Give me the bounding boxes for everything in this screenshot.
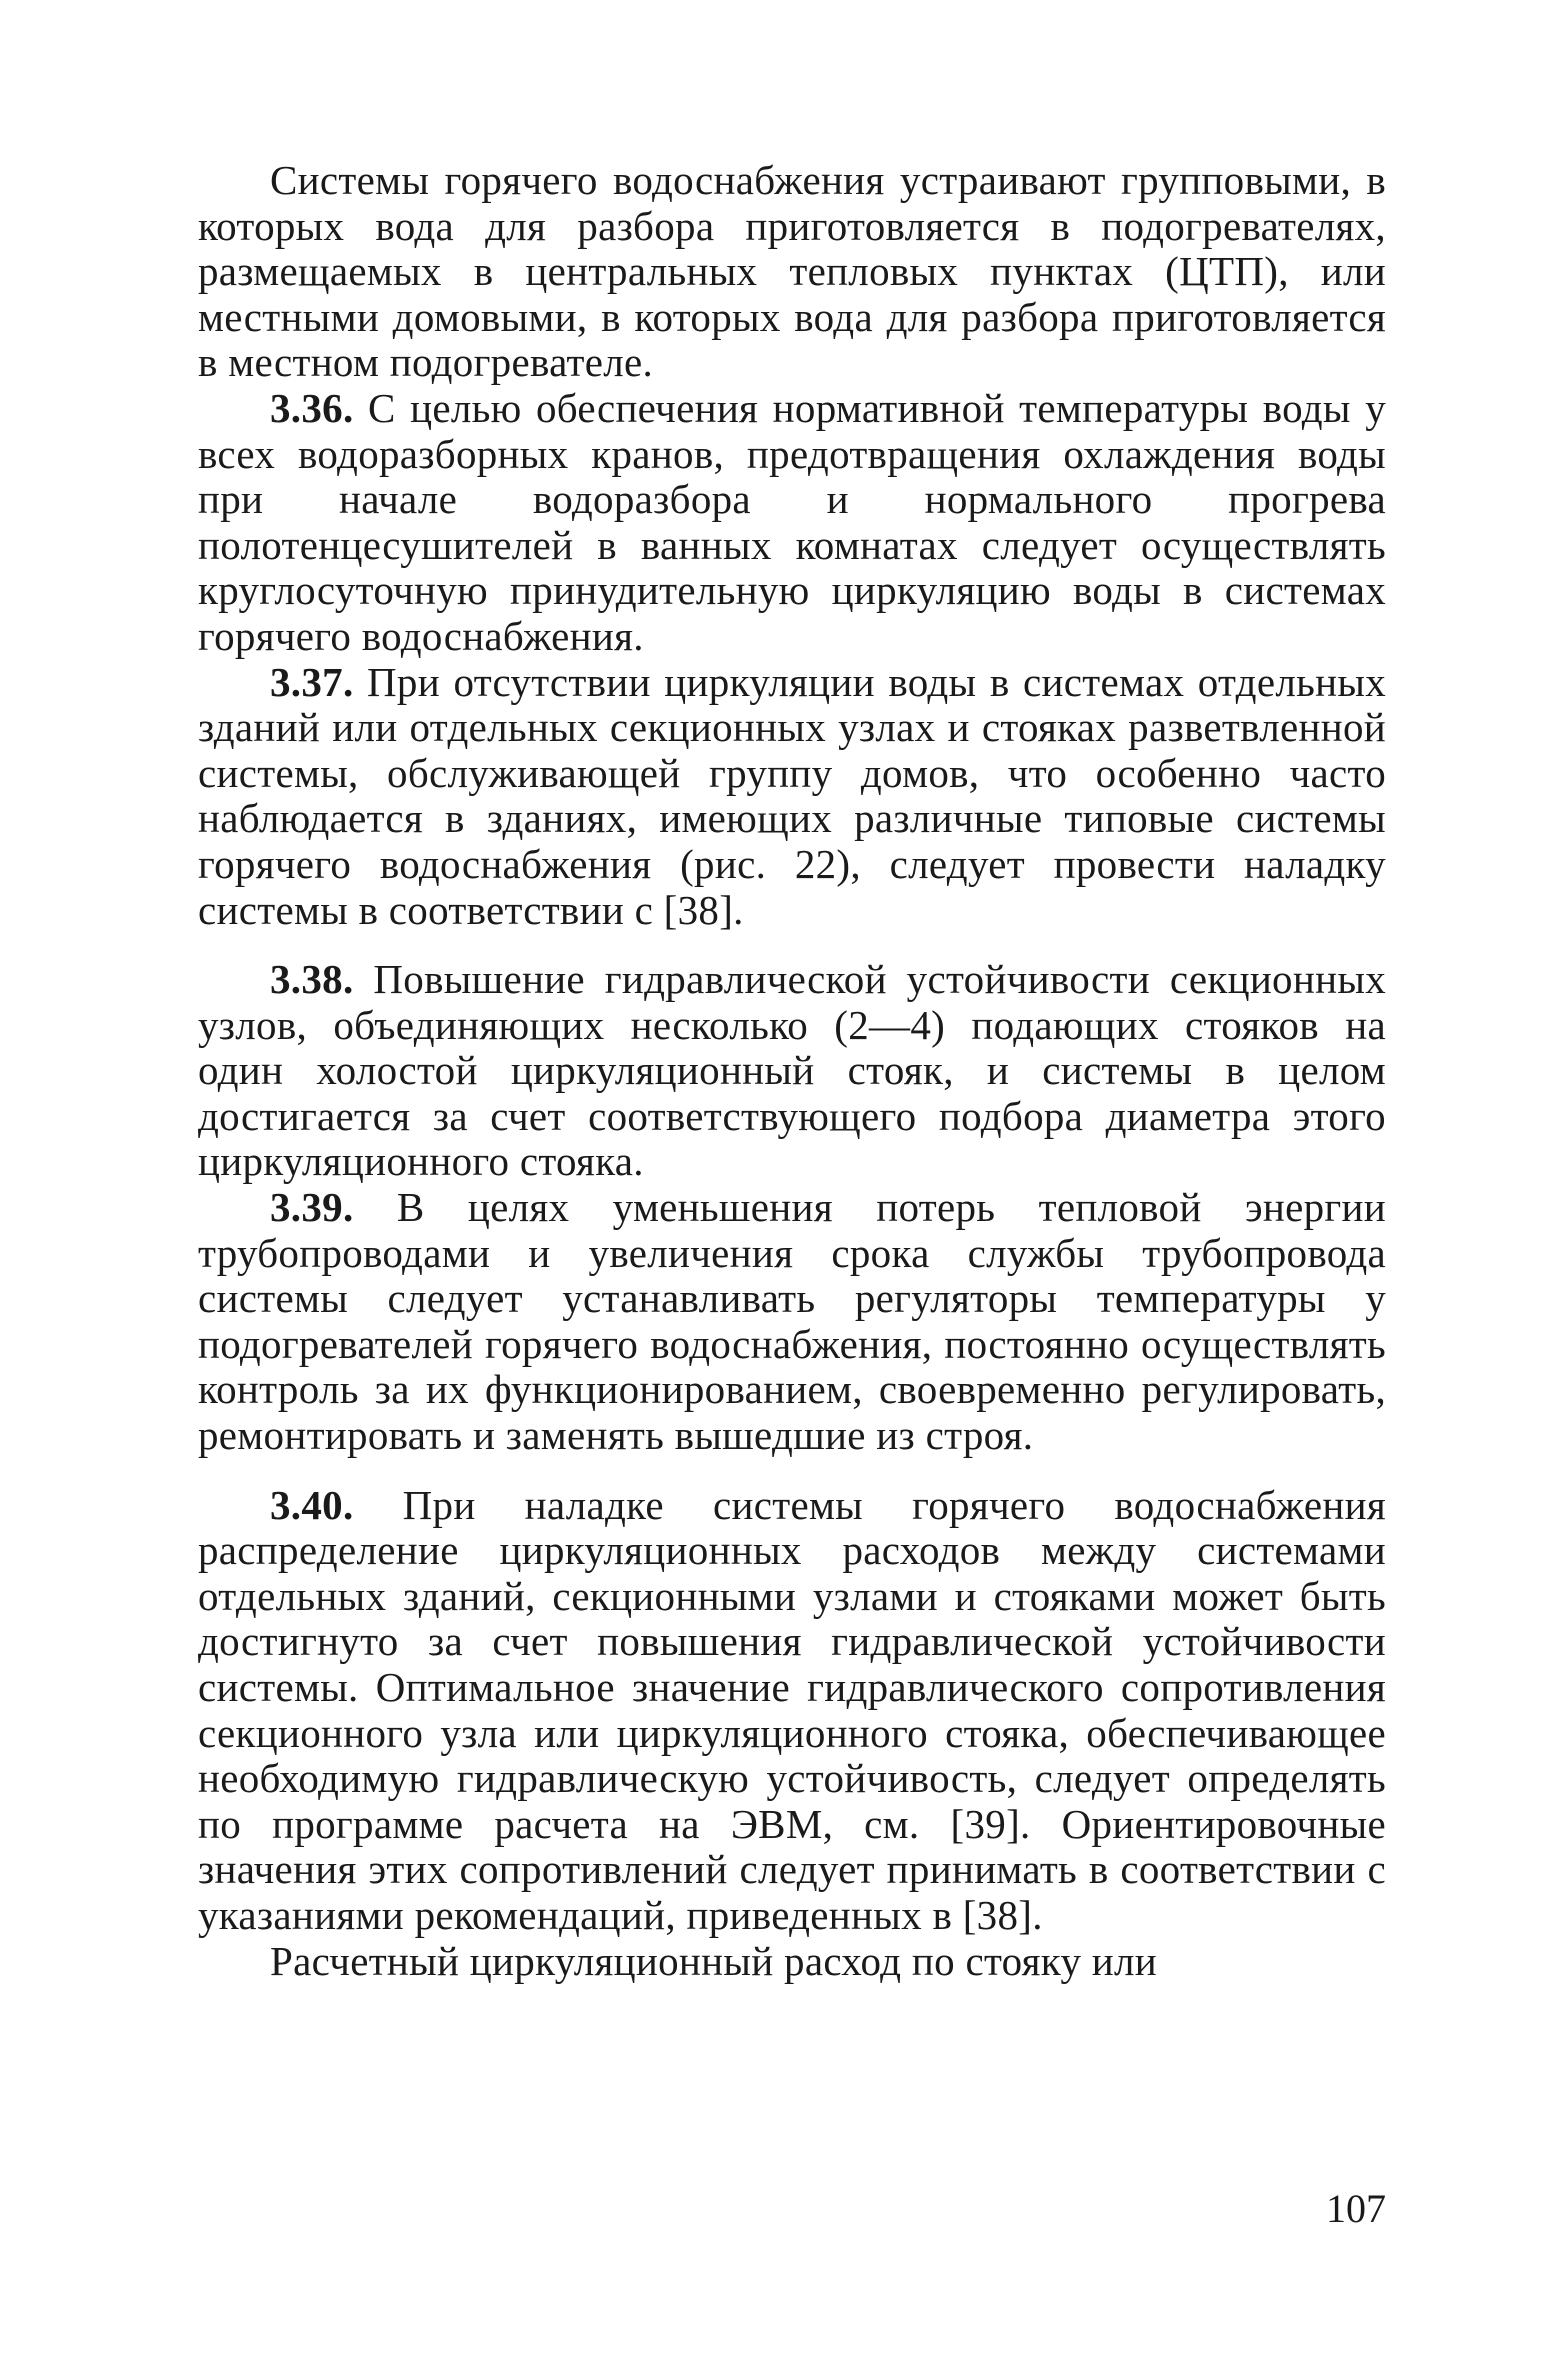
paragraph-text: В целях уменьшения потерь тепловой энергии трубопроводами и увеличения срока службы трубопровода системы следует устанавливать регуляторы температуры у подогревателей горячего водоснабжения, постоянно осуществлять контроль за их функционированием, своевременно регулировать, ремонтировать и заменять вышедшие из строя. — [198, 1184, 1386, 1459]
body-text — [198, 158, 1386, 1984]
paragraph-continuation — [198, 1939, 1386, 1985]
paragraph-text: Расчетный циркуляционный расход по стояку или — [270, 1937, 1158, 1984]
paragraph-number: 3.40. — [270, 1481, 354, 1528]
paragraph-3-38 — [198, 957, 1386, 1185]
paragraph-3-40 — [198, 1483, 1386, 1939]
paragraph-number: 3.37. — [270, 658, 354, 705]
paragraph-number: 3.39. — [270, 1184, 354, 1231]
paragraph-3-37 — [198, 660, 1386, 934]
paragraph-text: С целью обеспечения нормативной температуры воды у всех водоразборных кранов, предотвращения охлаждения воды при начале водоразбора и нормального прогрева полотенцесушителей в ванных комнатах следует осуществлять круглосуточную принудительную циркуляцию воды в системах горячего водоснабжения. — [198, 384, 1386, 659]
paragraph-text: При отсутствии циркуляции воды в системах отдельных зданий или отдельных секционных узлах и стояках разветвленной системы, обслуживающей группу домов, что особенно часто наблюдается в зданиях, имеющих различные типовые системы горячего водоснабжения (рис. 22), следует провести наладку системы в соответствии с [38]. — [198, 658, 1386, 933]
paragraph-number: 3.36. — [270, 384, 354, 431]
paragraph-text: Повышение гидравлической устойчивости секционных узлов, объединяющих несколько (2—4) подающих стояков на один холостой циркуляционный стояк, и системы в целом достигается за счет соответствующего подбора диаметра этого циркуляционного стояка. — [198, 956, 1386, 1185]
paragraph-text: При наладке системы горячего водоснабжения распределение циркуляционных расходов между системами отдельных зданий, секционными узлами и стояками может быть достигнуто за счет повышения гидравлической устойчивости системы. Оптимальное значение гидравлического сопротивления секционного узла или циркуляционного стояка, обеспечивающее необходимую гидравлическую устойчивость, следует определять по программе расчета на ЭВМ, см. [39]. Ориентировочные значения этих сопротивлений следует принимать в соответствии с указаниями рекомендаций, приведенных в [38]. — [198, 1481, 1386, 1938]
paragraph-intro — [198, 158, 1386, 386]
paragraph-3-39 — [198, 1185, 1386, 1459]
paragraph-number: 3.38. — [270, 956, 354, 1003]
page-number: 107 — [1326, 2186, 1386, 2231]
paragraph-text: Системы горячего водоснабжения устраивают групповыми, в которых вода для разбора приготовляется в подогревателях, размещаемых в центральных тепловых пунктах (ЦТП), или местными домовыми, в которых вода для разбора приготовляется в местном подогревателе. — [198, 157, 1386, 386]
paragraph-3-36 — [198, 386, 1386, 660]
